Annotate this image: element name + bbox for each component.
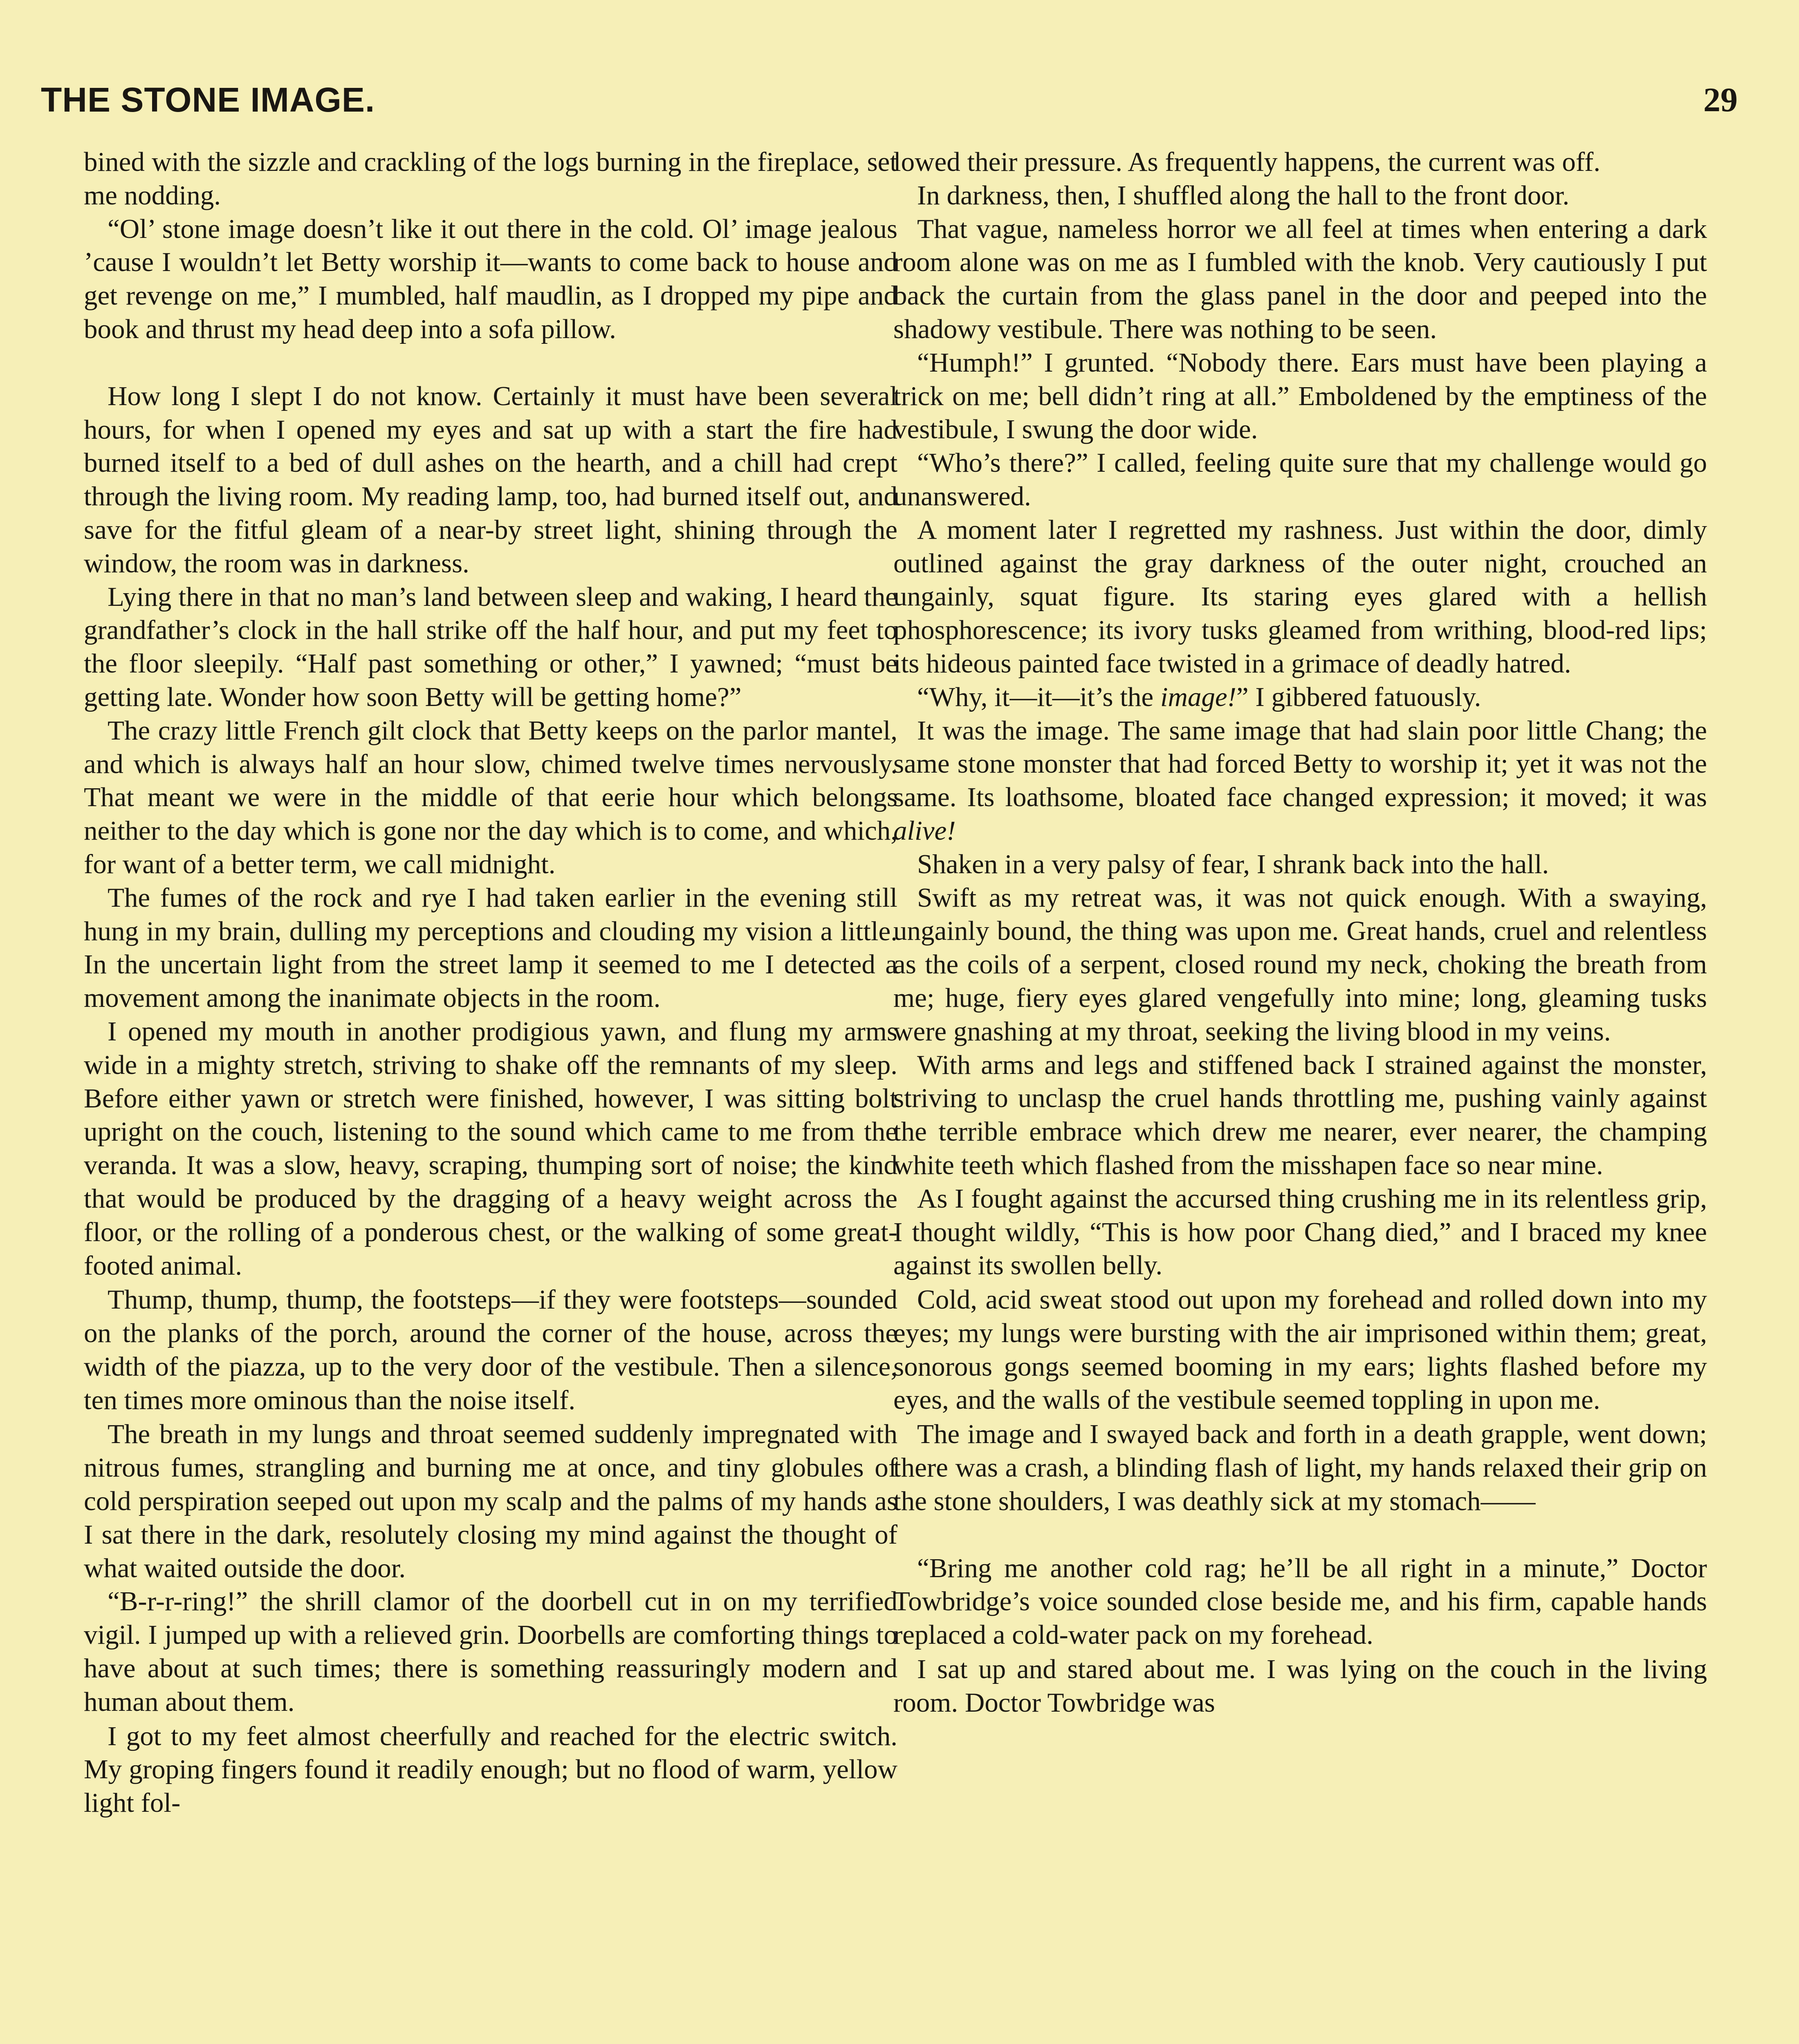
paragraph: The image and I swayed back and forth in a death grapple, went down; there was a crash, a blinding flash of light, my hands relaxed their grip on the stone shoulders, I was deathly sick at my stomach—— (893, 1419, 1707, 1516)
paragraph (893, 714, 1707, 848)
right-column (893, 146, 1707, 1720)
text-run: ” I gibbered fatuously. (1236, 681, 1481, 712)
paragraph: A moment later I regretted my rashness. Just within the door, dimly outlined against the gray darkness of the outer night, crouched an ungainly, squat figure. Its staring eyes glared with a hellish phosphorescence; its ivory tusks gleamed from writhing, blood-red lips; its hideous painted face twisted in a grimace of deadly hatred. (893, 514, 1707, 679)
paragraph: The crazy little French gilt clock that Betty keeps on the parlor mantel, and which is always half an hour slow, chimed twelve times nervously. That meant we were in the middle of that eerie hour which belongs neither to the day which is gone nor the day which is to come, and which, for want of a better term, we call midnight. (84, 715, 897, 879)
paragraph: “Humph!” I grunted. “Nobody there. Ears must have been playing a trick on me; bell didn’t ring at all.” Emboldened by the emptiness of the vestibule, I swung the door wide. (893, 347, 1707, 445)
paragraph: bined with the sizzle and crackling of the logs burning in the fireplace, set me nodding. (84, 147, 897, 211)
paragraph: “B-r-r-ring!” the shrill clamor of the doorbell cut in on my terrified vigil. I jumped up with a relieved grin. Doorbells are comforting things to have about at such times; there is something reassuringly modern and human about them. (84, 1586, 897, 1717)
paragraph: “Ol’ stone image doesn’t like it out there in the cold. Ol’ image jealous ’cause I wouldn’t let Betty worship it—wants to come back to house and get revenge on me,” I mumbled, half maudlin, as I dropped my pipe and book and thrust my head deep into a sofa pillow. (84, 213, 897, 344)
paragraph: With arms and legs and stiffened back I strained against the monster, striving to unclasp the cruel hands throttling me, pushing vainly against the terrible embrace which drew me nearer, ever nearer, the champing white teeth which flashed from the misshapen face so near mine. (893, 1049, 1707, 1180)
paragraph: As I fought against the accursed thing crushing me in its relentless grip, I thought wildly, “This is how poor Chang died,” and I braced my knee against its swollen belly. (893, 1183, 1707, 1281)
paragraph: The fumes of the rock and rye I had taken earlier in the evening still hung in my brain, dulling my perceptions and clouding my vision a little. In the uncertain light from the street lamp it seemed to me I detected a movement among the inanimate objects in the room. (84, 882, 897, 1013)
paragraph: “Bring me another cold rag; he’ll be all right in a minute,” Doctor Towbridge’s voice sounded close beside me, and his firm, capable hands replaced a cold-water pack on my forehead. (893, 1553, 1707, 1650)
text-run: It was the image. The same image that had slain poor little Chang; the same stone monster that had forced Betty to worship it; yet it was not the same. Its loathsome, bloated face changed expression; it moved; it was (893, 715, 1707, 813)
paragraph: The breath in my lungs and throat seemed suddenly impregnated with nitrous fumes, strangling and burning me at once, and tiny globules of cold perspiration seeped out upon my scalp and the palms of my hands as I sat there in the dark, resolutely closing my mind against the thought of what waited outside the door. (84, 1419, 897, 1583)
paragraph: Shaken in a very palsy of fear, I shrank back into the hall. (917, 849, 1549, 879)
paragraph: “Who’s there?” I called, feeling quite sure that my challenge would go unanswered. (893, 448, 1707, 511)
paragraph: Swift as my retreat was, it was not quick enough. With a swaying, ungainly bound, the thing was upon me. Great hands, cruel and relentless as the coils of a serpent, closed round my neck, choking the breath from me; huge, fiery eyes glared vengefully into mine; long, gleaming tusks were gnashing at my throat, seeking the living blood in my veins. (893, 882, 1707, 1047)
page-number: 29 (1703, 81, 1738, 119)
running-title: THE STONE IMAGE. (41, 81, 375, 119)
paragraph: In darkness, then, I shuffled along the hall to the front door. (917, 180, 1570, 211)
paragraph: Lying there in that no man’s land between sleep and waking, I heard the grandfather’s clock in the hall strike off the half hour, and put my feet to the floor sleepily. “Half past something or other,” I yawned; “must be getting late. Wonder how soon Betty will be getting home?” (84, 581, 897, 712)
paragraph: That vague, nameless horror we all feel at times when entering a dark room alone was on me as I fumbled with the knob. Very cautiously I put back the curtain from the glass panel in the door and peeped into the shadowy vestibule. There was nothing to be seen. (893, 213, 1707, 344)
paragraph: Thump, thump, thump, the footsteps—if they were footsteps—sounded on the planks of the porch, around the corner of the house, across the width of the piazza, up to the very door of the vestibule. Then a silence, ten times more ominous than the noise itself. (84, 1284, 897, 1415)
page-header (41, 80, 1738, 129)
emphasis: alive! (893, 815, 956, 846)
paragraph: Cold, acid sweat stood out upon my forehead and rolled down into my eyes; my lungs were bursting with the air imprisoned within them; great, sonorous gongs seemed booming in my ears; lights flashed before my eyes, and the walls of the vestibule seemed toppling in upon me. (893, 1284, 1707, 1415)
paragraph: I sat up and stared about me. I was lying on the couch in the living room. Doctor Towbridge was (893, 1654, 1707, 1718)
paragraph (893, 681, 1707, 714)
left-column (84, 146, 897, 1820)
paragraph: I opened my mouth in another prodigious yawn, and flung my arms wide in a mighty stretch, striving to shake off the remnants of my sleep. Before either yawn or stretch were finished, however, I was sitting bolt upright on the couch, listening to the sound which came to me from the veranda. It was a slow, heavy, scraping, thumping sort of noise; the kind that would be produced by the dragging of a heavy weight across the floor, or the rolling of a ponderous chest, or the walking of some great-footed animal. (84, 1016, 897, 1281)
emphasis: image! (1160, 681, 1236, 712)
paragraph: I got to my feet almost cheerfully and reached for the electric switch. My groping fingers found it readily enough; but no flood of warm, yellow light fol- (84, 1721, 897, 1818)
text-run: “Why, it—it—it’s the (917, 681, 1160, 712)
paragraph: How long I slept I do not know. Certainly it must have been several hours, for when I opened my eyes and sat up with a start the fire had burned itself to a bed of dull ashes on the hearth, and a chill had crept through the living room. My reading lamp, too, had burned itself out, and save for the fitful gleam of a near-by street light, shining through the window, the room was in darkness. (84, 381, 897, 578)
paragraph: lowed their pressure. As frequently happens, the current was off. (893, 147, 1601, 177)
